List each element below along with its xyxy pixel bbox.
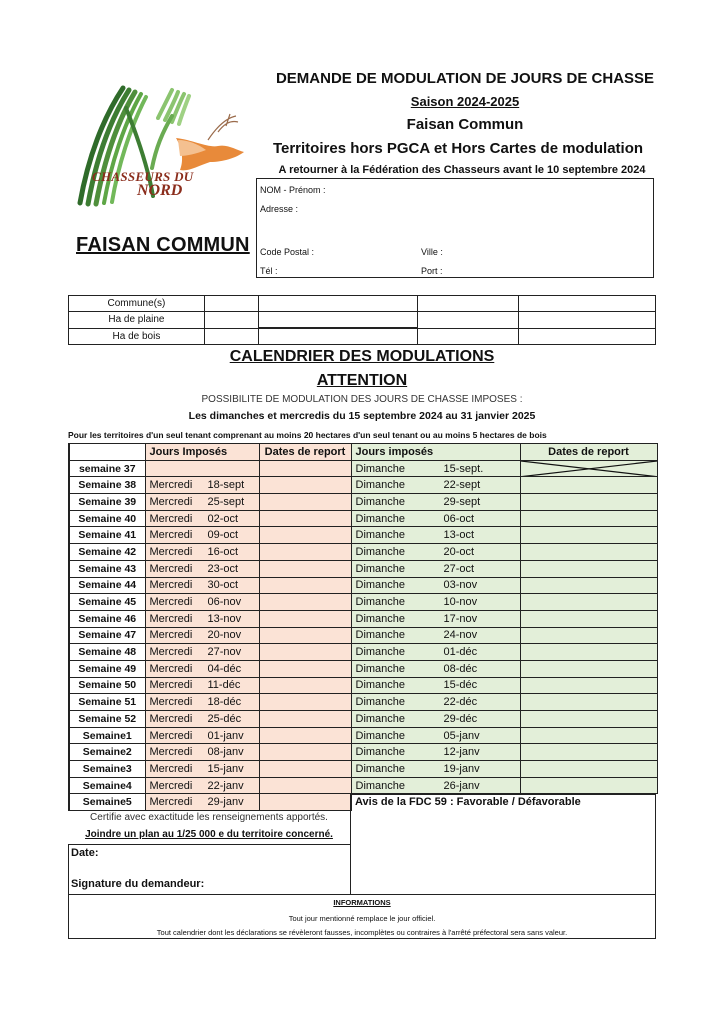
species-title: FAISAN COMMUN xyxy=(76,234,250,256)
wednesday-report-input[interactable] xyxy=(259,794,351,811)
sunday-day: Dimanche xyxy=(355,479,406,492)
wednesday-date: 30-oct xyxy=(207,579,239,592)
wednesday-imposed xyxy=(145,711,259,728)
return-notice: A retourner à la Fédération des Chasseurs avant le 10 septembre 2024 xyxy=(278,164,646,176)
attention-heading: ATTENTION xyxy=(316,372,408,389)
sunday-imposed xyxy=(351,627,520,644)
sunday-report-crossed xyxy=(520,460,657,477)
week-label: Semaine 40 xyxy=(69,510,145,527)
table-row xyxy=(69,328,656,345)
wednesday-date: 16-oct xyxy=(207,545,239,558)
wednesday-imposed xyxy=(145,627,259,644)
postal-code-field[interactable] xyxy=(260,247,314,257)
commune-cell[interactable] xyxy=(418,296,519,312)
ha-bois-cell[interactable] xyxy=(519,328,656,345)
wednesday-imposed xyxy=(145,594,259,611)
week-label: semaine 37 xyxy=(69,460,145,477)
table-row xyxy=(69,510,657,527)
sunday-imposed xyxy=(351,527,520,544)
wednesday-date: 09-oct xyxy=(207,529,239,542)
wednesday-imposed xyxy=(145,494,259,511)
sunday-report-input[interactable] xyxy=(520,594,657,611)
city-field[interactable] xyxy=(421,247,443,257)
sunday-date: 15-déc xyxy=(443,679,478,692)
wednesday-imposed xyxy=(145,527,259,544)
wednesday-report-input[interactable] xyxy=(259,544,351,561)
mobile-label: Port : xyxy=(421,266,443,276)
wednesday-date: 25-déc xyxy=(207,712,242,725)
wednesday-report-input[interactable] xyxy=(259,477,351,494)
wednesday-date: 04-déc xyxy=(207,662,242,675)
wednesday-imposed xyxy=(145,694,259,711)
wednesday-imposed xyxy=(145,644,259,661)
wednesday-date: 15-janv xyxy=(207,762,244,775)
table-row xyxy=(69,527,657,544)
sunday-imposed xyxy=(351,510,520,527)
wednesday-report-input[interactable] xyxy=(259,510,351,527)
table-row xyxy=(69,777,657,794)
sunday-imposed xyxy=(351,610,520,627)
wednesday-report-input[interactable] xyxy=(259,777,351,794)
week-label: Semaine4 xyxy=(69,777,145,794)
wednesday-date: 29-janv xyxy=(207,796,244,809)
sunday-date: 24-nov xyxy=(443,629,478,642)
certify-text: Certifie avec exactitude les renseignements apportés. xyxy=(90,812,328,823)
calendar-title: CALENDRIER DES MODULATIONS xyxy=(229,348,495,365)
sun-imposed-header: Jours imposés xyxy=(351,444,520,461)
contact-box xyxy=(256,178,654,278)
ha-bois-cell[interactable] xyxy=(204,328,258,345)
week-label: Semaine 51 xyxy=(69,694,145,711)
wednesday-date: 11-déc xyxy=(207,679,241,692)
wednesday-day: Mercredi xyxy=(149,545,193,558)
wednesday-date: 02-oct xyxy=(207,512,239,525)
sunday-day: Dimanche xyxy=(355,696,406,709)
sunday-report-input[interactable] xyxy=(520,777,657,794)
logo-text-line1: CHASSEURS DU xyxy=(92,169,194,184)
sunday-date: 22-sept xyxy=(443,479,481,492)
wednesday-imposed xyxy=(145,744,259,761)
wednesday-date: 23-oct xyxy=(207,562,239,575)
mobile-field[interactable] xyxy=(421,266,443,276)
sunday-day: Dimanche xyxy=(355,729,406,742)
ha-plaine-cell[interactable] xyxy=(204,312,258,329)
sunday-date: 17-nov xyxy=(443,612,478,625)
wednesday-imposed xyxy=(145,560,259,577)
sunday-imposed xyxy=(351,744,520,761)
calendar-header-row xyxy=(69,444,657,461)
wednesday-day: Mercredi xyxy=(149,762,193,775)
wednesday-date: 01-janv xyxy=(207,729,244,742)
cross-out-icon xyxy=(521,461,657,477)
wednesday-day: Mercredi xyxy=(149,796,193,809)
sunday-day: Dimanche xyxy=(355,579,406,592)
sunday-date: 13-oct xyxy=(443,529,475,542)
week-label: Semaine3 xyxy=(69,761,145,778)
wednesday-date: 18-sept xyxy=(207,479,245,492)
table-row xyxy=(69,711,657,728)
wednesday-report-input[interactable] xyxy=(259,627,351,644)
sunday-report-input[interactable] xyxy=(520,610,657,627)
sunday-imposed xyxy=(351,544,520,561)
date-range-text: Les dimanches et mercredis du 15 septembre 2024 au 31 janvier 2025 xyxy=(188,410,536,422)
sunday-day: Dimanche xyxy=(355,596,406,609)
wednesday-imposed xyxy=(145,610,259,627)
sunday-day: Dimanche xyxy=(355,629,406,642)
sunday-imposed xyxy=(351,727,520,744)
wednesday-report-input[interactable] xyxy=(259,560,351,577)
wednesday-day: Mercredi xyxy=(149,596,193,609)
wednesday-report-input[interactable] xyxy=(259,677,351,694)
commune-label: Commune(s) xyxy=(69,296,205,312)
table-row xyxy=(69,627,657,644)
commune-cell[interactable] xyxy=(258,296,418,312)
sunday-date: 10-nov xyxy=(443,596,478,609)
wednesday-day: Mercredi xyxy=(149,712,193,725)
sunday-imposed xyxy=(351,477,520,494)
sunday-report-input[interactable] xyxy=(520,694,657,711)
wednesday-imposed xyxy=(145,510,259,527)
ha-plaine-cell[interactable] xyxy=(519,312,656,329)
sunday-day: Dimanche xyxy=(355,612,406,625)
sunday-date: 15-sept. xyxy=(443,462,484,475)
week-header xyxy=(69,444,145,461)
sunday-date: 27-oct xyxy=(443,562,475,575)
wednesday-date: 18-déc xyxy=(207,696,242,709)
postal-code-label: Code Postal : xyxy=(260,247,315,257)
sunday-date: 19-janv xyxy=(443,762,480,775)
sunday-imposed xyxy=(351,460,520,477)
commune-cell[interactable] xyxy=(204,296,258,312)
date-label: Date: xyxy=(71,847,99,859)
week-label: Semaine 46 xyxy=(69,610,145,627)
sunday-report-input[interactable] xyxy=(520,477,657,494)
table-row xyxy=(69,677,657,694)
week-label: Semaine 47 xyxy=(69,627,145,644)
sunday-day: Dimanche xyxy=(355,529,406,542)
wednesday-day: Mercredi xyxy=(149,529,193,542)
week-label: Semaine 39 xyxy=(69,494,145,511)
sunday-imposed xyxy=(351,644,520,661)
wednesday-report-input[interactable] xyxy=(259,594,351,611)
wednesday-day: Mercredi xyxy=(149,579,193,592)
sunday-date: 22-déc xyxy=(443,696,478,709)
table-row xyxy=(69,594,657,611)
wednesday-date: 27-nov xyxy=(207,646,242,659)
page-title: DEMANDE DE MODULATION DE JOURS DE CHASSE xyxy=(275,70,655,87)
signature-box xyxy=(68,844,351,895)
info-title: INFORMATIONS xyxy=(333,898,391,907)
wednesday-report-input[interactable] xyxy=(259,527,351,544)
address-label: Adresse : xyxy=(260,204,299,214)
fdc-opinion-label: Avis de la FDC 59 : Favorable / Défavorable xyxy=(355,796,581,808)
wednesday-day: Mercredi xyxy=(149,746,193,759)
sunday-imposed xyxy=(351,677,520,694)
table-row xyxy=(69,494,657,511)
sunday-date: 12-janv xyxy=(443,746,480,759)
wednesday-imposed xyxy=(145,477,259,494)
sunday-report-input[interactable] xyxy=(520,494,657,511)
phone-field[interactable] xyxy=(260,266,278,276)
sunday-report-input[interactable] xyxy=(520,644,657,661)
sunday-day: Dimanche xyxy=(355,545,406,558)
sunday-day: Dimanche xyxy=(355,562,406,575)
sunday-report-input[interactable] xyxy=(520,544,657,561)
sunday-day: Dimanche xyxy=(355,762,406,775)
phone-label: Tél : xyxy=(260,266,278,276)
table-row xyxy=(69,744,657,761)
wednesday-imposed xyxy=(145,777,259,794)
table-row xyxy=(69,577,657,594)
week-label: Semaine2 xyxy=(69,744,145,761)
info-line-2: Tout calendrier dont les déclarations se révèleront fausses, incomplètes ou contraires à l'arrêté préfectoral sera sans valeur. xyxy=(156,928,568,937)
sunday-report-input[interactable] xyxy=(520,510,657,527)
sunday-report-input[interactable] xyxy=(520,744,657,761)
wednesday-imposed xyxy=(145,544,259,561)
sunday-date: 05-janv xyxy=(443,729,480,742)
sunday-date: 08-déc xyxy=(443,662,478,675)
ha-plaine-label: Ha de plaine xyxy=(69,312,205,329)
wednesday-day: Mercredi xyxy=(149,512,193,525)
sunday-report-input[interactable] xyxy=(520,527,657,544)
calendar-table xyxy=(68,443,658,811)
wednesday-report-input[interactable] xyxy=(259,460,351,477)
sunday-date: 06-oct xyxy=(443,512,475,525)
table-row xyxy=(69,460,657,477)
wednesday-report-input[interactable] xyxy=(259,660,351,677)
wednesday-imposed xyxy=(145,577,259,594)
ha-plaine-cell[interactable] xyxy=(418,312,519,329)
sunday-date: 26-janv xyxy=(443,779,480,792)
wednesday-date: 22-janv xyxy=(207,779,244,792)
possibility-text: POSSIBILITE DE MODULATION DES JOURS DE CHASSE IMPOSES : xyxy=(201,394,523,405)
week-label: Semaine 38 xyxy=(69,477,145,494)
week-label: Semaine 48 xyxy=(69,644,145,661)
sunday-report-input[interactable] xyxy=(520,560,657,577)
table-row xyxy=(69,560,657,577)
table-row xyxy=(69,296,656,312)
sunday-report-input[interactable] xyxy=(520,711,657,728)
sunday-day: Dimanche xyxy=(355,512,406,525)
sunday-report-input[interactable] xyxy=(520,577,657,594)
sunday-report-input[interactable] xyxy=(520,761,657,778)
sunday-report-input[interactable] xyxy=(520,627,657,644)
ha-bois-cell[interactable] xyxy=(258,328,418,345)
territory-note: Pour les territoires d'un seul tenant comprenant au moins 20 hectares d'un seul tenant ou au moins 5 hectares de bois xyxy=(68,430,547,440)
wednesday-report-input[interactable] xyxy=(259,711,351,728)
sunday-day: Dimanche xyxy=(355,679,406,692)
sunday-date: 03-nov xyxy=(443,579,478,592)
sunday-imposed xyxy=(351,494,520,511)
wednesday-day: Mercredi xyxy=(149,662,193,675)
signature-label: Signature du demandeur: xyxy=(71,878,205,890)
logo-text-line2: NORD xyxy=(137,182,183,199)
sunday-imposed xyxy=(351,560,520,577)
wednesday-imposed xyxy=(145,677,259,694)
wednesday-report-input[interactable] xyxy=(259,577,351,594)
table-row xyxy=(69,544,657,561)
table-row xyxy=(69,312,656,329)
wednesday-day: Mercredi xyxy=(149,729,193,742)
table-row xyxy=(69,660,657,677)
address-field[interactable] xyxy=(260,204,298,214)
week-label: Semaine1 xyxy=(69,727,145,744)
sunday-imposed xyxy=(351,777,520,794)
attach-plan-text: Joindre un plan au 1/25 000 e du territoire concerné. xyxy=(85,829,333,840)
wednesday-date: 08-janv xyxy=(207,746,244,759)
sunday-report-input[interactable] xyxy=(520,727,657,744)
ha-bois-label: Ha de bois xyxy=(69,328,205,345)
fdc-opinion-box xyxy=(350,794,656,895)
wednesday-imposed xyxy=(145,794,259,811)
wednesday-date: 06-nov xyxy=(207,596,242,609)
name-field[interactable] xyxy=(260,185,326,195)
wednesday-imposed xyxy=(145,761,259,778)
sunday-report-input[interactable] xyxy=(520,677,657,694)
sunday-day: Dimanche xyxy=(355,712,406,725)
name-label: NOM - Prénom : xyxy=(260,185,326,195)
wednesday-day: Mercredi xyxy=(149,696,193,709)
wednesday-imposed xyxy=(145,727,259,744)
week-label: Semaine 43 xyxy=(69,560,145,577)
week-label: Semaine 45 xyxy=(69,594,145,611)
wednesday-report-input[interactable] xyxy=(259,494,351,511)
wednesday-report-input[interactable] xyxy=(259,694,351,711)
info-line-1: Tout jour mentionné remplace le jour officiel. xyxy=(288,914,436,923)
wednesday-report-input[interactable] xyxy=(259,761,351,778)
table-row xyxy=(69,477,657,494)
wednesday-day: Mercredi xyxy=(149,679,193,692)
sunday-day: Dimanche xyxy=(355,462,406,475)
sunday-imposed xyxy=(351,577,520,594)
sunday-imposed xyxy=(351,594,520,611)
species-subtitle: Faisan Commun xyxy=(406,116,524,133)
week-label: Semaine 49 xyxy=(69,660,145,677)
sunday-report-input[interactable] xyxy=(520,660,657,677)
wednesday-day: Mercredi xyxy=(149,779,193,792)
week-label: Semaine 50 xyxy=(69,677,145,694)
sunday-day: Dimanche xyxy=(355,646,406,659)
sunday-imposed xyxy=(351,761,520,778)
wednesday-imposed xyxy=(145,460,259,477)
week-label: Semaine 42 xyxy=(69,544,145,561)
wednesday-report-input[interactable] xyxy=(259,610,351,627)
sunday-date: 29-sept xyxy=(443,495,481,508)
season: Saison 2024-2025 xyxy=(410,94,520,109)
sunday-imposed xyxy=(351,694,520,711)
sunday-day: Dimanche xyxy=(355,779,406,792)
wednesday-date: 25-sept xyxy=(207,495,245,508)
signature-field[interactable] xyxy=(71,878,204,890)
wednesday-report-input[interactable] xyxy=(259,644,351,661)
wednesday-date: 13-nov xyxy=(207,612,242,625)
sunday-imposed xyxy=(351,711,520,728)
wednesday-day: Mercredi xyxy=(149,612,193,625)
wednesday-day: Mercredi xyxy=(149,646,193,659)
information-box xyxy=(68,894,656,939)
sunday-day: Dimanche xyxy=(355,662,406,675)
table-row xyxy=(69,694,657,711)
wednesday-report-input[interactable] xyxy=(259,727,351,744)
wednesday-day: Mercredi xyxy=(149,562,193,575)
sun-report-header: Dates de report xyxy=(520,444,657,461)
wed-report-header: Dates de report xyxy=(259,444,351,461)
wed-imposed-header: Jours Imposés xyxy=(145,444,259,461)
table-row xyxy=(69,727,657,744)
week-label: Semaine5 xyxy=(69,794,145,811)
week-label: Semaine 41 xyxy=(69,527,145,544)
sunday-date: 29-déc xyxy=(443,712,478,725)
commune-cell[interactable] xyxy=(519,296,656,312)
week-label: Semaine 52 xyxy=(69,711,145,728)
wednesday-day: Mercredi xyxy=(149,479,193,492)
week-label: Semaine 44 xyxy=(69,577,145,594)
table-row xyxy=(69,610,657,627)
sunday-date: 20-oct xyxy=(443,545,475,558)
sunday-day: Dimanche xyxy=(355,495,406,508)
wednesday-report-input[interactable] xyxy=(259,744,351,761)
sunday-day: Dimanche xyxy=(355,746,406,759)
city-label: Ville : xyxy=(421,247,443,257)
ha-plaine-cell[interactable] xyxy=(258,312,418,329)
table-row xyxy=(69,761,657,778)
sunday-imposed xyxy=(351,660,520,677)
sunday-date: 01-déc xyxy=(443,646,478,659)
wednesday-date: 20-nov xyxy=(207,629,242,642)
territories-subtitle: Territoires hors PGCA et Hors Cartes de modulation xyxy=(272,140,644,157)
date-field[interactable] xyxy=(71,847,99,859)
table-row xyxy=(69,644,657,661)
wednesday-day: Mercredi xyxy=(149,495,193,508)
commune-table xyxy=(68,295,656,345)
ha-bois-cell[interactable] xyxy=(418,328,519,345)
wednesday-imposed xyxy=(145,660,259,677)
wednesday-day: Mercredi xyxy=(149,629,193,642)
